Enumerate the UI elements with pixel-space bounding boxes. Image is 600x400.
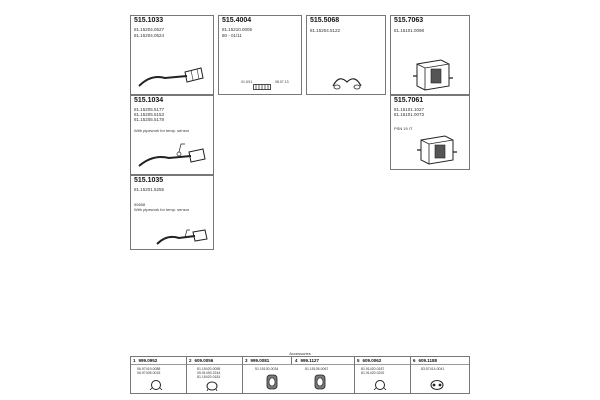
gasket-drawing [265,373,279,391]
part-number: 515.1033 [134,17,164,24]
accessory-position: 1 [133,358,136,363]
part-card-515-7061[interactable] [390,95,470,170]
fitment-range: 80 - 01/11 [222,33,242,38]
accessory-cell-6[interactable] [411,357,469,393]
accessory-code: 609.0056 [194,358,214,363]
part-card-515-1033[interactable] [130,15,214,95]
oem-number: 81.15101.0073 [394,112,425,117]
oem-number: 81.15210.0005 [222,27,253,32]
part-card-515-1034[interactable] [130,95,214,175]
exhaust-pipe-drawing [135,56,211,92]
bracket-drawing [329,72,365,92]
silencer-drawing [415,132,459,168]
date-from-label: 01.0/11 [241,80,253,84]
accessory-oem-number: 05.91493.2244 [197,371,221,375]
part-number: 515.4004 [222,17,252,24]
accessories-title: Accessories [289,351,311,356]
oem-number: 81.15101.1027 [394,107,425,112]
silencer-drawing [411,56,455,94]
accessory-code: 999.0081 [250,358,270,363]
date-to-label: 08.07.13 [275,80,289,84]
oem-number: 81.15204.0527 [134,27,165,32]
accessory-column-divider [291,357,292,364]
accessory-oem-number: 51.15100.0034 [255,367,279,371]
oem-number: 81.15204.5122 [310,28,341,33]
accessory-position: 5 [357,358,360,363]
clamp-drawing [373,379,387,391]
accessory-oem-number: 81.15420.0181 [197,375,221,379]
clamp-drawing [205,381,219,392]
clamp-drawing [149,379,163,391]
accessory-position: 4 [295,358,298,363]
accessory-position: 6 [413,358,416,363]
flexible-joint-drawing [253,84,271,90]
accessory-cell-3-4[interactable] [243,357,355,393]
oem-number: 81.15204.0524 [134,33,165,38]
accessory-code: 609.1188 [418,358,438,363]
accessory-code: 609.0062 [362,358,382,363]
fitment-note: PSN 19 IT [394,126,413,131]
oem-number: 81.15201.5255 [134,187,165,192]
accessory-oem-number: 83.57414.0041 [421,367,445,371]
accessories-table [130,356,470,394]
part-card-515-7063[interactable] [390,15,470,95]
accessory-oem-number: 06.97419.0088 [137,367,161,371]
part-number: 515.1035 [134,177,164,184]
accessory-oem-number: 06.97405.0015 [137,371,161,375]
exhaust-pipe-drawing [135,140,211,172]
part-card-515-5068[interactable] [306,15,386,95]
accessory-position: 2 [189,358,192,363]
accessory-cell-2[interactable] [187,357,243,393]
oem-number: 81.15205.5178 [134,117,165,122]
accessory-position: 3 [245,358,248,363]
fitment-code: 50658 [134,202,146,207]
accessory-code: 999.0952 [138,358,158,363]
oem-number: 81.15101.0098 [394,28,425,33]
part-number: 515.1034 [134,97,164,104]
accessory-oem-number: 81.15105.0067 [305,367,329,371]
fitment-note: With pipework for temp. sensor [134,207,190,212]
part-number: 515.7063 [394,17,424,24]
accessory-code: 999.1127 [300,358,320,363]
fitment-note: With pipework for temp. sensor [134,128,190,133]
oem-number: 81.15205.5177 [134,107,165,112]
part-card-515-4004[interactable] [218,15,302,95]
accessory-oem-number: 81.15420.0055 [197,367,221,371]
accessory-oem-number: 81.91420.0292 [361,371,385,375]
accessory-cell-1[interactable] [131,357,187,393]
rubber-mount-drawing [429,379,445,391]
oem-number: 81.15205.5153 [134,112,165,117]
exhaust-pipe-drawing [155,226,211,248]
accessory-oem-number: 81.91420.0187 [361,367,385,371]
part-number: 515.7061 [394,97,424,104]
accessory-cell-5[interactable] [355,357,411,393]
part-number: 515.5068 [310,17,340,24]
gasket-drawing [313,373,327,391]
part-card-515-1035[interactable] [130,175,214,250]
